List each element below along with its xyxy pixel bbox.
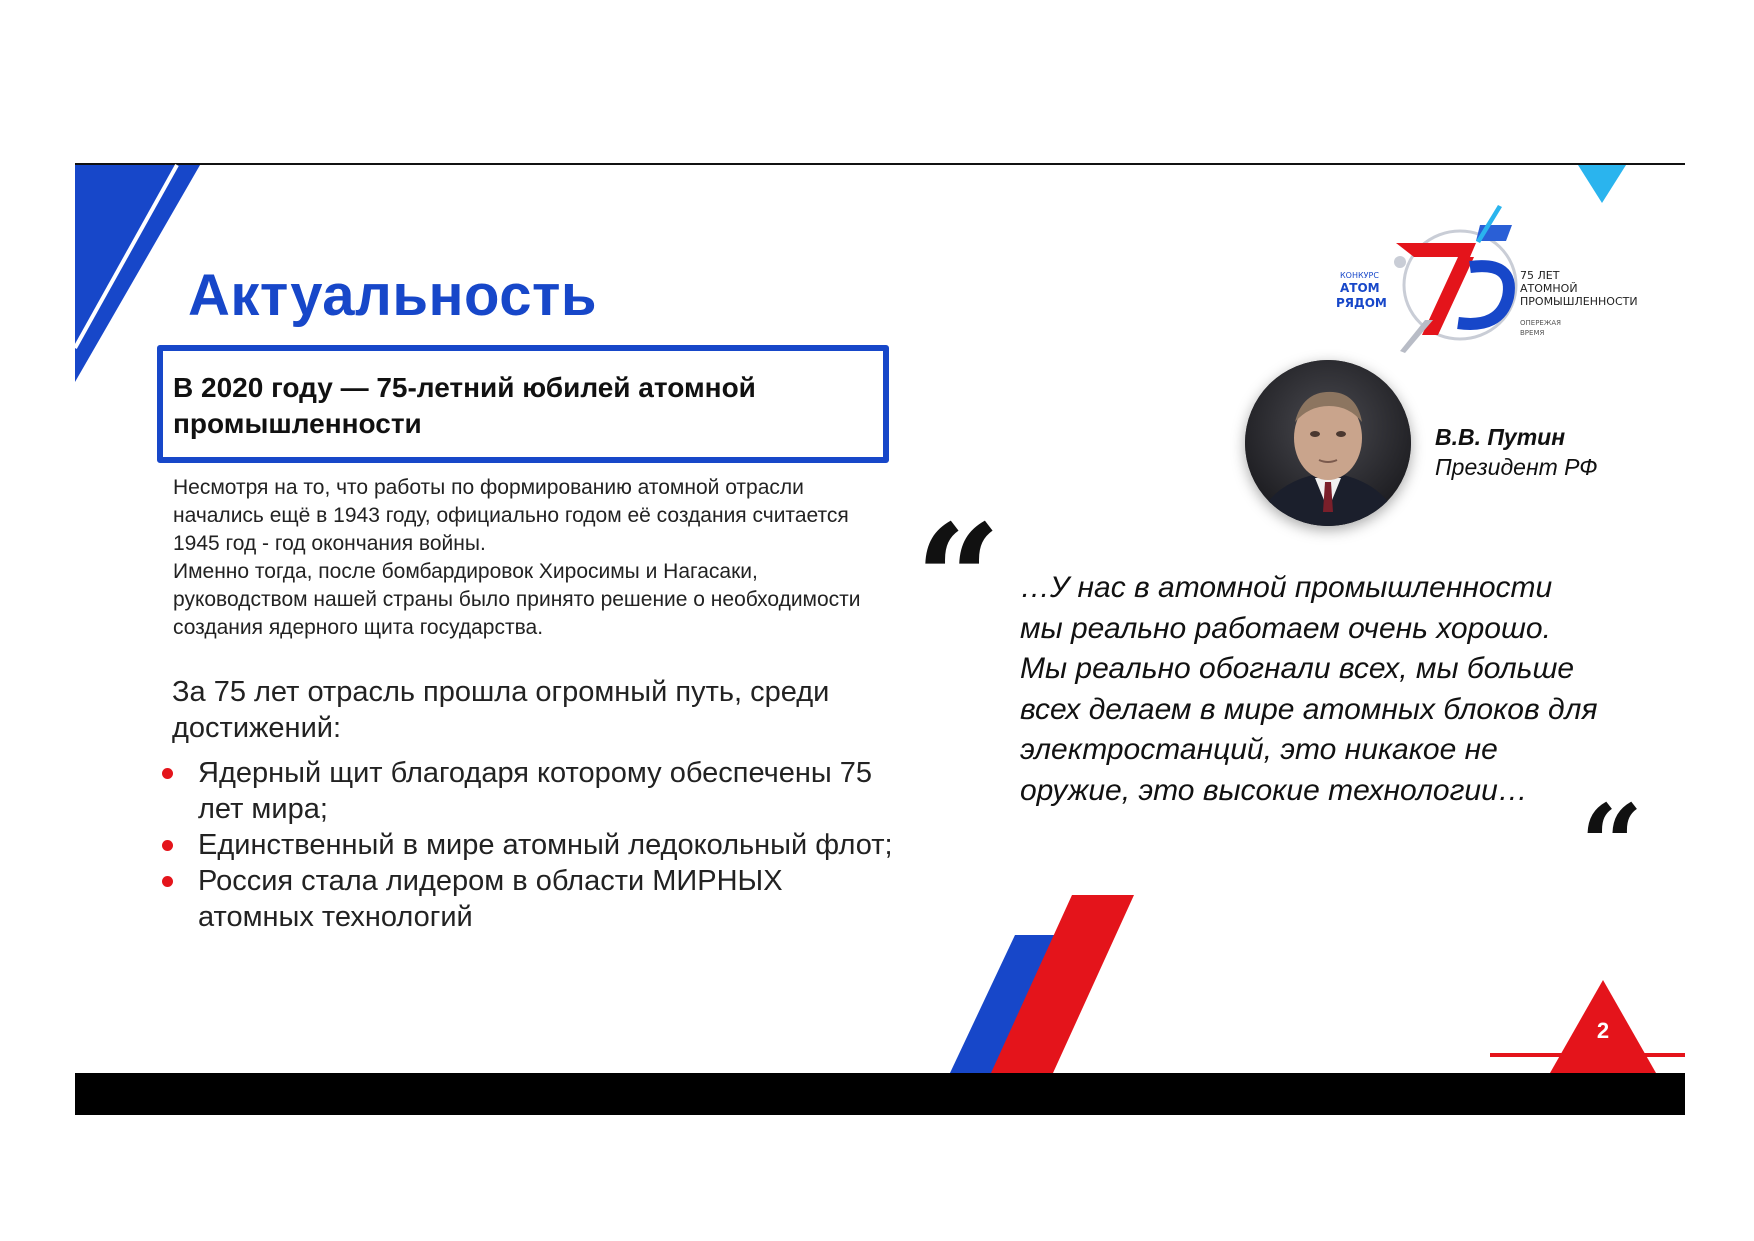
- list-item: [162, 863, 902, 935]
- logo-contest-label: КОНКУРС: [1340, 271, 1379, 280]
- list-item: [162, 827, 902, 863]
- achievements-list: [162, 755, 902, 935]
- bottom-bar: [75, 1073, 1685, 1115]
- anniversary-logo: [1330, 205, 1670, 360]
- list-item-text: Ядерный щит благодаря которому обеспечены 75 лет мира;: [198, 757, 873, 825]
- list-item: [162, 755, 902, 827]
- logo-contest-line1: АТОМ: [1340, 281, 1380, 295]
- avatar: [1245, 360, 1411, 526]
- portrait-image: [1245, 360, 1411, 526]
- logo-anniversary-line2: АТОМНОЙ: [1520, 282, 1578, 295]
- logo-contest-line2: РЯДОМ: [1336, 296, 1387, 310]
- list-item-text: Россия стала лидером в области МИРНЫХ атомных технологий: [198, 865, 783, 933]
- logo-anniversary-line1: 75 ЛЕТ: [1520, 269, 1560, 282]
- logo-anniversary-line3: ПРОМЫШЛЕННОСТИ: [1520, 295, 1638, 308]
- highlight-text: В 2020 году — 75-летний юбилей атомной промышленности: [173, 372, 756, 439]
- open-quote-icon: “: [915, 492, 1002, 668]
- close-quote-icon: “: [1580, 780, 1644, 909]
- speaker-role: Президент РФ: [1435, 454, 1598, 480]
- list-item-text: Единственный в мире атомный ледокольный флот;: [198, 829, 893, 861]
- achievements-intro: За 75 лет отрасль прошла огромный путь, среди достижений:: [172, 676, 830, 744]
- speaker-name: В.В. Путин: [1435, 424, 1566, 450]
- logo-75-emblem: [1330, 205, 1670, 360]
- bullet-icon: [162, 840, 173, 851]
- logo-slogan-line2: ВРЕМЯ: [1520, 329, 1545, 337]
- bullet-icon: [162, 876, 173, 887]
- page-number: 2: [1596, 1018, 1610, 1043]
- logo-slogan-line1: ОПЕРЕЖАЯ: [1520, 319, 1562, 327]
- bullet-icon: [162, 768, 173, 779]
- intro-paragraph: Несмотря на то, что работы по формированию атомной отрасли начались ещё в 1943 году, официально годом её создания считается 1945 год - год окончания войны.: [173, 476, 849, 555]
- slide-title: Актуальность: [188, 263, 598, 328]
- intro-paragraph: Именно тогда, после бомбардировок Хиросимы и Нагасаки, руководством нашей страны было принято решение о необходимости создания ядерного щита государства.: [173, 560, 861, 639]
- intro-text: [173, 474, 893, 642]
- quote-text: …У нас в атомной промышленности мы реально работаем очень хорошо. Мы реально обогнали всех, мы больше всех делаем в мире атомных блоков для электростанций, это никакое не оружие, это высокие технологии…: [1020, 571, 1598, 807]
- light-blue-triangle: [1578, 165, 1626, 203]
